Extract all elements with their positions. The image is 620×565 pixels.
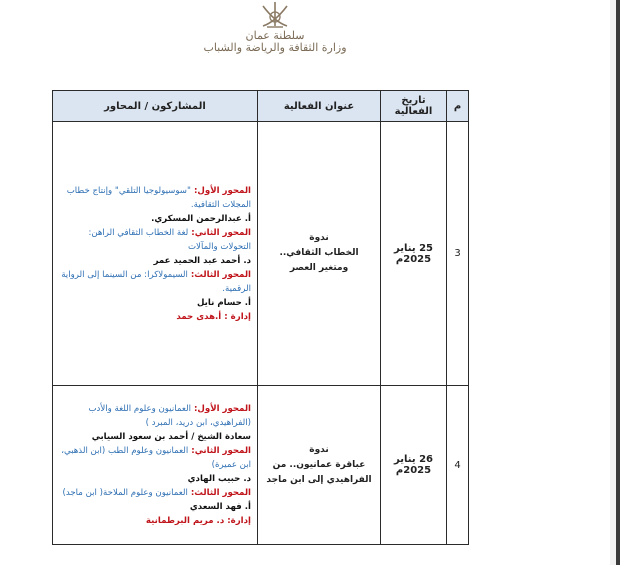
row-date: 25 يناير 2025م bbox=[381, 122, 447, 386]
logo-line-2: وزارة الثقافة والرياضة والشباب bbox=[203, 42, 347, 54]
header-title: عنوان الفعالية bbox=[258, 91, 381, 122]
title-type: ندوة bbox=[309, 233, 329, 243]
axis-line: المحور الأول: العمانيون وعلوم اللغة والأدب (الفراهيدي، ابن دريد، المبرد ) bbox=[88, 404, 251, 428]
header-participants: المشاركون / المحاور bbox=[53, 91, 258, 122]
row-date: 26 يناير 2025م bbox=[381, 386, 447, 545]
scrollbar[interactable] bbox=[616, 0, 620, 565]
row-participants bbox=[53, 122, 258, 386]
axis-line: المحور الثالث: السيمولاكرا: من السينما إلى الرواية الرقمية. bbox=[61, 269, 251, 294]
logo-line-1: سلطنة عمان bbox=[245, 30, 305, 42]
axis-line: المحور الثاني: العمانيون وعلوم الطب (ابن الذهبي، ابن عميرة) bbox=[61, 446, 251, 470]
axis-line: المحور الأول: "سوسيولوجيا التلقي" وإنتاج خطاب المجلات الثقافية. bbox=[66, 185, 251, 210]
table-header-row bbox=[53, 91, 469, 122]
table-row bbox=[53, 122, 469, 386]
axis-line: المحور الثاني: لغة الخطاب الثقافي الراهن: التحولات والمآلات bbox=[88, 227, 251, 252]
axis-line: المحور الثالث: العمانيون وعلوم الملاحة( ابن ماجد) bbox=[62, 488, 251, 498]
title-name: عباقرة عمانيون.. من الفراهيدي إلى ابن ماجد bbox=[266, 459, 372, 485]
events-table bbox=[52, 90, 469, 545]
speaker-line: أ. عبدالرحمن المسكري. bbox=[151, 213, 251, 224]
speaker-line: د. حبيب الهادي bbox=[187, 474, 251, 484]
speaker-line: سعادة الشيخ / أحمد بن سعود السيابي bbox=[91, 432, 251, 442]
speaker-line: أ. فهد السعدي bbox=[189, 502, 251, 512]
table-row bbox=[53, 386, 469, 545]
row-title bbox=[258, 386, 381, 545]
header-date: تاريخ الفعالية bbox=[381, 91, 447, 122]
header-num: م bbox=[447, 91, 469, 122]
row-participants bbox=[53, 386, 258, 545]
emblem-icon bbox=[255, 0, 295, 30]
title-type: ندوة bbox=[309, 444, 329, 455]
row-title bbox=[258, 122, 381, 386]
row-num: 4 bbox=[447, 386, 469, 545]
ministry-logo bbox=[200, 0, 350, 56]
speaker-line: أ. حسام نايل bbox=[196, 297, 251, 308]
moderator-line: إدارة : أ.هدى حمد bbox=[176, 311, 251, 322]
moderator-line: إدارة: د. مريم البرطمانية bbox=[145, 516, 251, 526]
title-name: الخطاب الثقافي.. ومتغير العصر bbox=[279, 248, 359, 273]
speaker-line: د. أحمد عبد الحميد عمر bbox=[153, 255, 251, 266]
row-num: 3 bbox=[447, 122, 469, 386]
